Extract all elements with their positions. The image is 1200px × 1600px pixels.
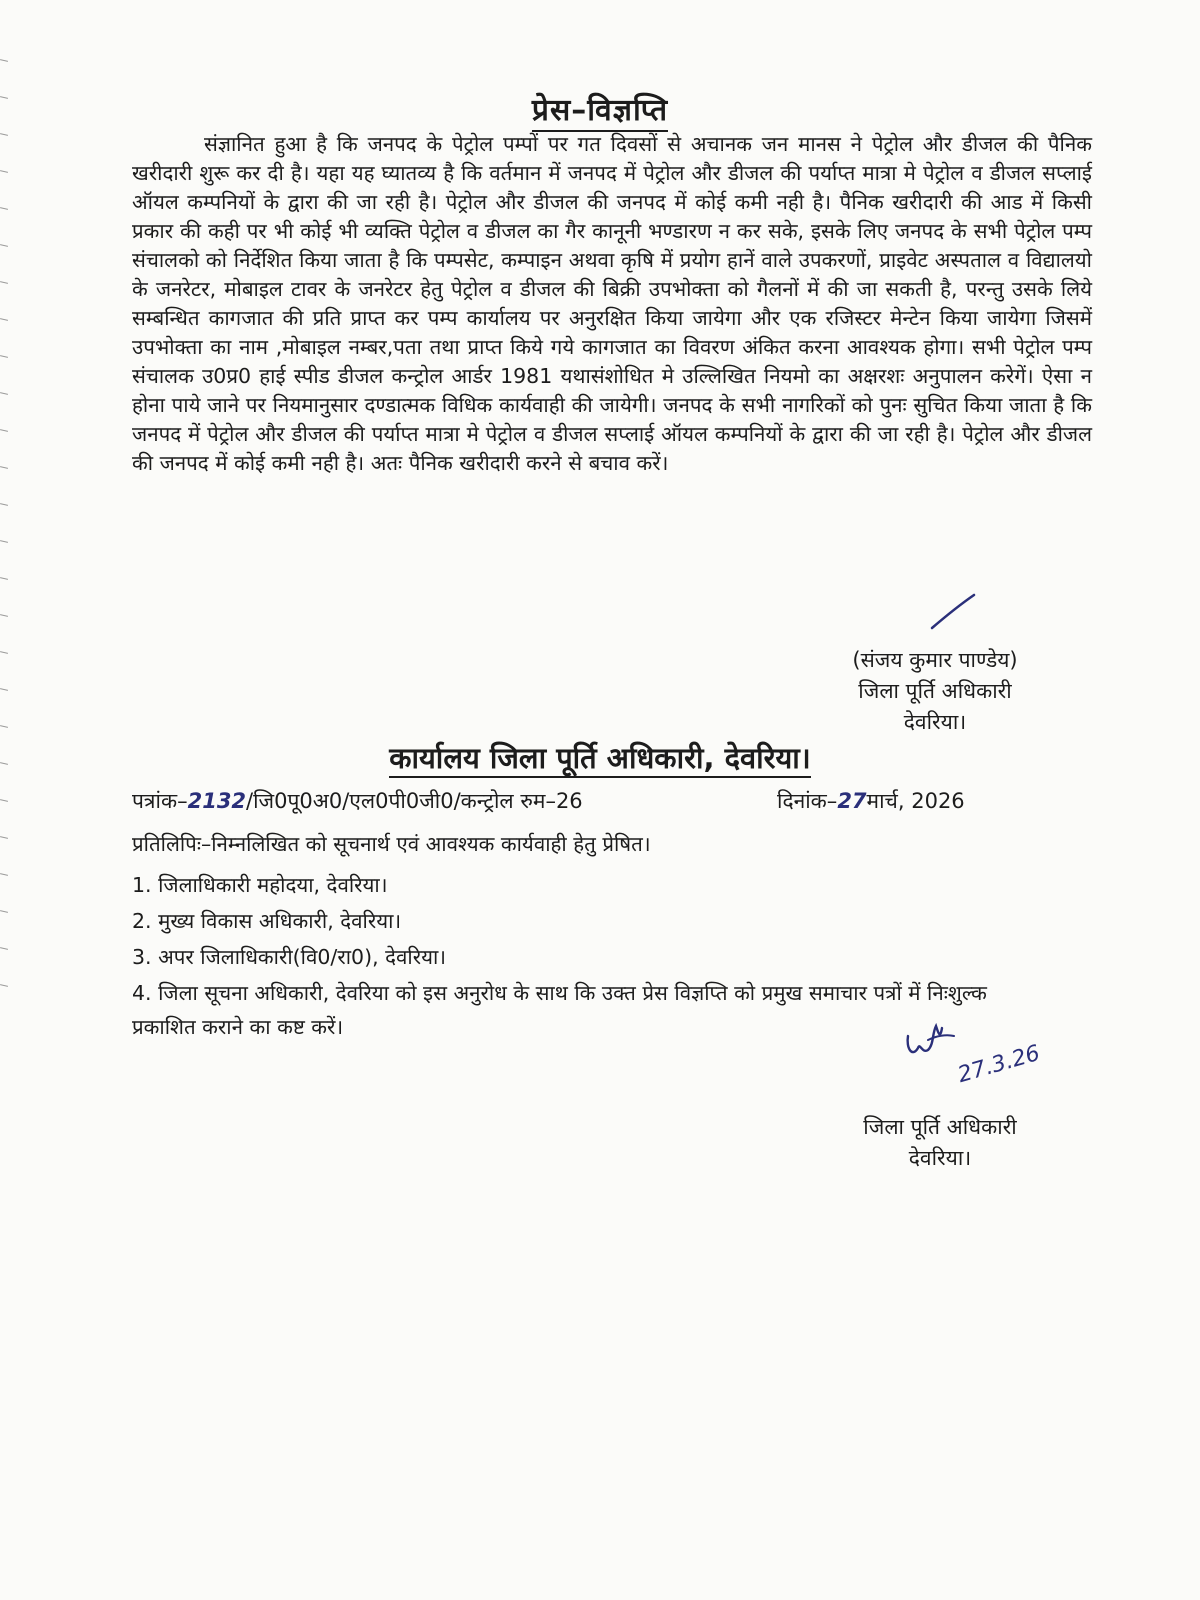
list-item: 3. अपर जिलाधिकारी(वि0/रा0), देवरिया। bbox=[132, 945, 447, 969]
reference-number-handwritten: 2132 bbox=[187, 789, 247, 813]
handwritten-date: 27.3.26 bbox=[955, 1040, 1043, 1089]
reference-prefix: पत्रांक– bbox=[132, 789, 188, 813]
signature-stroke bbox=[928, 592, 978, 632]
date-day-handwritten: 27 bbox=[837, 789, 867, 813]
press-release-body: संज्ञानित हुआ है कि जनपद के पेट्रोल पम्पों पर गत दिवसों से अचानक जन मानस ने पेट्रोल और डीजल की पैनिक खरीदारी शुरू कर दी है। यहा यह घ्यातव्य है कि वर्तमान में जनपद में पेट्रोल और डीजल की पर्याप्त मात्रा मे पेट्रोल व डीजल सप्लाई ऑयल कम्पनियों के द्वारा की जा रही है। पेट्रोल और डीजल की जनपद में कोई कमी नही है। पैनिक खरीदारी की आड में किसी प्रकार की कही पर भी कोई भी व्यक्ति पेट्रोल व डीजल का गैर कानूनी भण्डारण न कर सके, इसके लिए जनपद के सभी पेट्रोल पम्प संचालको को निर्देशित किया जाता है कि पम्पसेट, कम्पाइन अथवा कृषि में प्रयोग हानें वाले उपकरणों, प्राइवेट अस्पताल व विद्यालयो के जनरेटर, मोबाइल टावर के जनरेटर हेतु पेट्रोल व डीजल की बिक्री उपभोक्ता को गैलनों में की जा सकती है, परन्तु उसके लिये सम्बन्धित कागजात की प्रति प्राप्त कर पम्प कार्यालय पर अनुरक्षित किया जायेगा और एक रजिस्टर मेन्टेन किया जायेगा जिसमें उपभोक्ता का नाम ,मोबाइल नम्बर,पता तथा प्राप्त किये गये कागजात का विवरण अंकित करना आवश्यक होगा। सभी पेट्रोल पम्प संचालक उ0प्र0 हाई स्पीड डीजल कन्ट्रोल आर्डर 1981 यथासंशोधित मे उल्लिखित नियमो का अक्षरशः अनुपालन करेगें। ऐसा न होना पाये जाने पर नियमानुसार दण्डात्मक विधिक कार्यवाही की जायेगी। जनपद के सभी नागरिकों को पुनः सुचित किया जाता है कि जनपद में पेट्रोल और डीजल की पर्याप्त मात्रा मे पेट्रोल व डीजल सप्लाई ऑयल कम्पनियों के द्वारा की जा रही है। पेट्रोल और डीजल की जनपद में कोई कमी नही है। अतः पैनिक खरीदारी करने से बचाव करें। bbox=[132, 132, 1092, 475]
signature-block-2 bbox=[835, 1112, 1045, 1174]
date-rest: मार्च, 2026 bbox=[866, 789, 965, 813]
reference-suffix: /जि0पू0अ0/एल0पी0जी0/कन्ट्रोल रुम–26 bbox=[246, 789, 583, 813]
signatory-name: (संजय कुमार पाण्डेय) bbox=[852, 648, 1018, 672]
signatory-place: देवरिया। bbox=[903, 710, 967, 734]
recipient-list bbox=[132, 868, 1002, 1046]
reference-line bbox=[132, 787, 1092, 815]
signatory2-designation: जिला पूर्ति अधिकारी bbox=[863, 1115, 1017, 1139]
handwritten-initials bbox=[902, 1018, 962, 1068]
page-title: प्रेस–विज्ञप्ति bbox=[0, 88, 1200, 129]
list-item: 1. जिलाधिकारी महोदया, देवरिया। bbox=[132, 873, 388, 897]
reference-date bbox=[777, 787, 965, 815]
binding-margin-marks bbox=[0, 60, 14, 1060]
office-heading: कार्यालय जिला पूर्ति अधिकारी, देवरिया। bbox=[0, 738, 1200, 777]
date-label: दिनांक– bbox=[777, 789, 838, 813]
signature-block-1 bbox=[830, 645, 1040, 738]
list-item: 2. मुख्य विकास अधिकारी, देवरिया। bbox=[132, 909, 402, 933]
copy-to-line: प्रतिलिपिः–निम्नलिखित को सूचनार्थ एवं आवश्यक कार्यवाही हेतु प्रेषित। bbox=[132, 832, 651, 856]
list-item: 4. जिला सूचना अधिकारी, देवरिया को इस अनुरोध के साथ कि उक्त प्रेस विज्ञप्ति को प्रमुख समाचार पत्रों में निःशुल्क प्रकाशित कराने का कष्ट करें। bbox=[132, 981, 987, 1039]
signatory-designation: जिला पूर्ति अधिकारी bbox=[858, 679, 1012, 703]
signatory2-place: देवरिया। bbox=[908, 1146, 972, 1170]
